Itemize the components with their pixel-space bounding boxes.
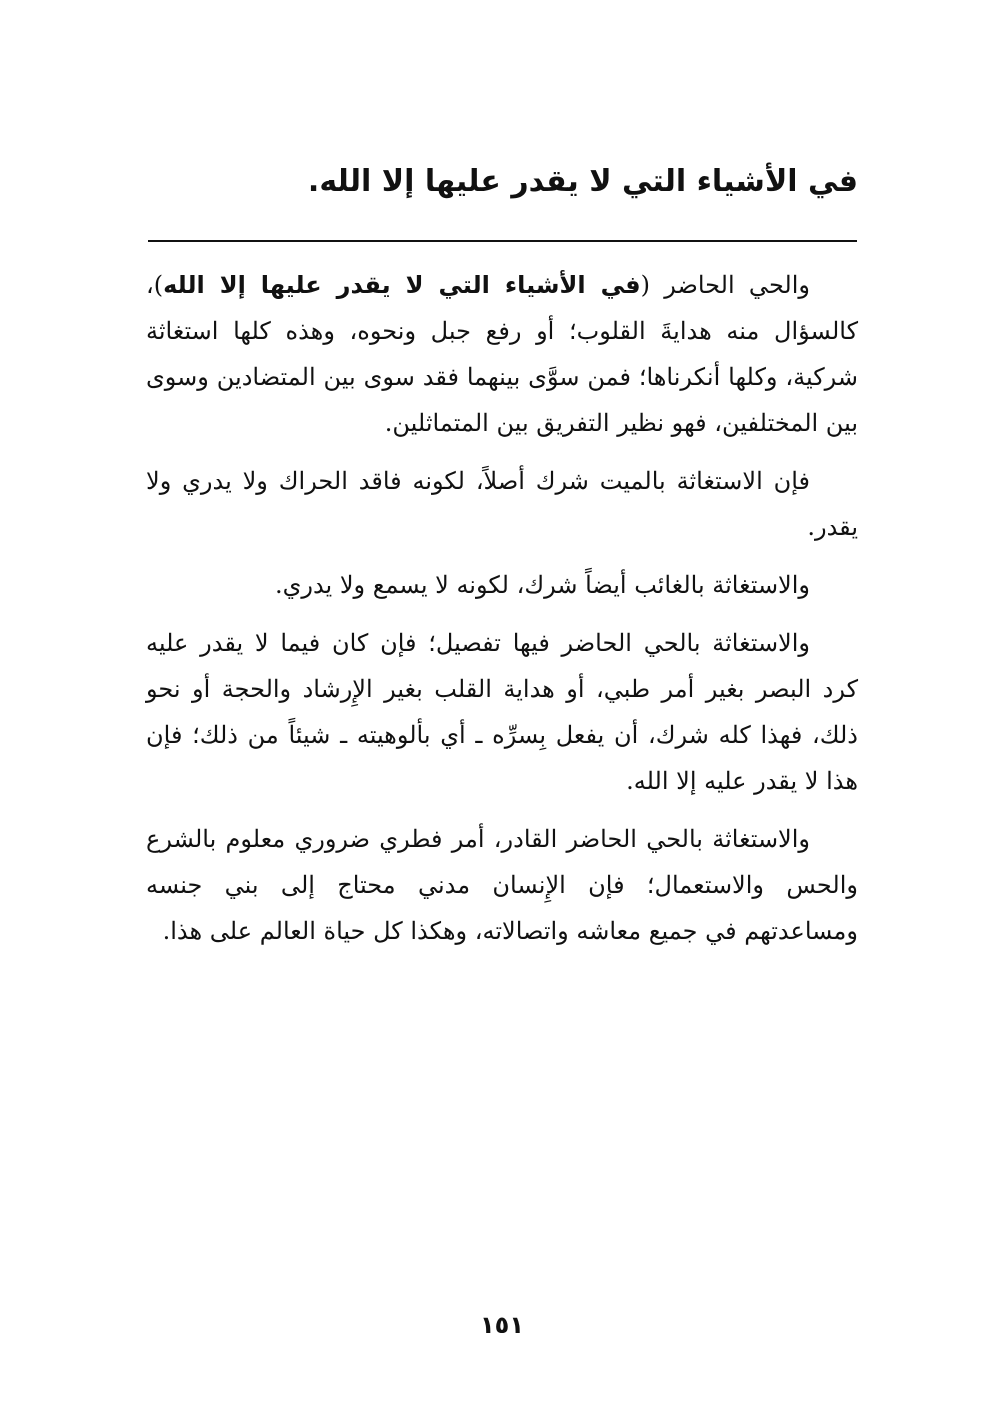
heading-divider (148, 240, 857, 242)
paragraph-2: فإن الاستغاثة بالميت شرك أصلاً، لكونه فاقد الحراك ولا يدري ولا يقدر. (146, 467, 858, 541)
section-heading: في الأشياء التي لا يقدر عليها إلا الله. (307, 164, 858, 199)
paragraph-1-rest: )، كالسؤال منه هدايةَ القلوب؛ أو رفع جبل ونحوه، وهذه كلها استغاثة شركية، وكلها أنكرناها؛ فمن سوَّى بينهما فقد سوى بين المتضادين وسوى بين المختلفين، فهو نظير التفريق بين المتماثلين. (146, 271, 859, 437)
paragraph-4: والاستغاثة بالحي الحاضر فيها تفصيل؛ فإن كان فيما لا يقدر عليه كرد البصر بغير أمر طبي، أو هداية القلب بغير الإِرشاد والحجة أو نحو ذلك، فهذا كله شرك، أن يفعل بِسرِّه ـ أي بألوهيته ـ شيئاً من ذلك؛ فإن هذا لا يقدر عليه إلا الله. (146, 629, 858, 795)
paragraph-3: والاستغاثة بالغائب أيضاً شرك، لكونه لا يسمع ولا يدري. (274, 571, 810, 599)
paragraph-1-lead: والحي الحاضر ( (640, 271, 811, 299)
body-text (146, 262, 858, 966)
page-number: ١٥١ (480, 1311, 524, 1339)
paragraph-1-bold-quote: في الأشياء التي لا يقدر عليها إلا الله (163, 271, 641, 299)
paragraph-1 (146, 262, 858, 446)
paragraph-5: والاستغاثة بالحي الحاضر القادر، أمر فطري ضروري معلوم بالشرع والحس والاستعمال؛ فإن الإِنسان مدني محتاج إلى بني جنسه ومساعدتهم في جميع معاشه واتصالاته، وهكذا كل حياة العالم على هذا. (146, 825, 858, 945)
